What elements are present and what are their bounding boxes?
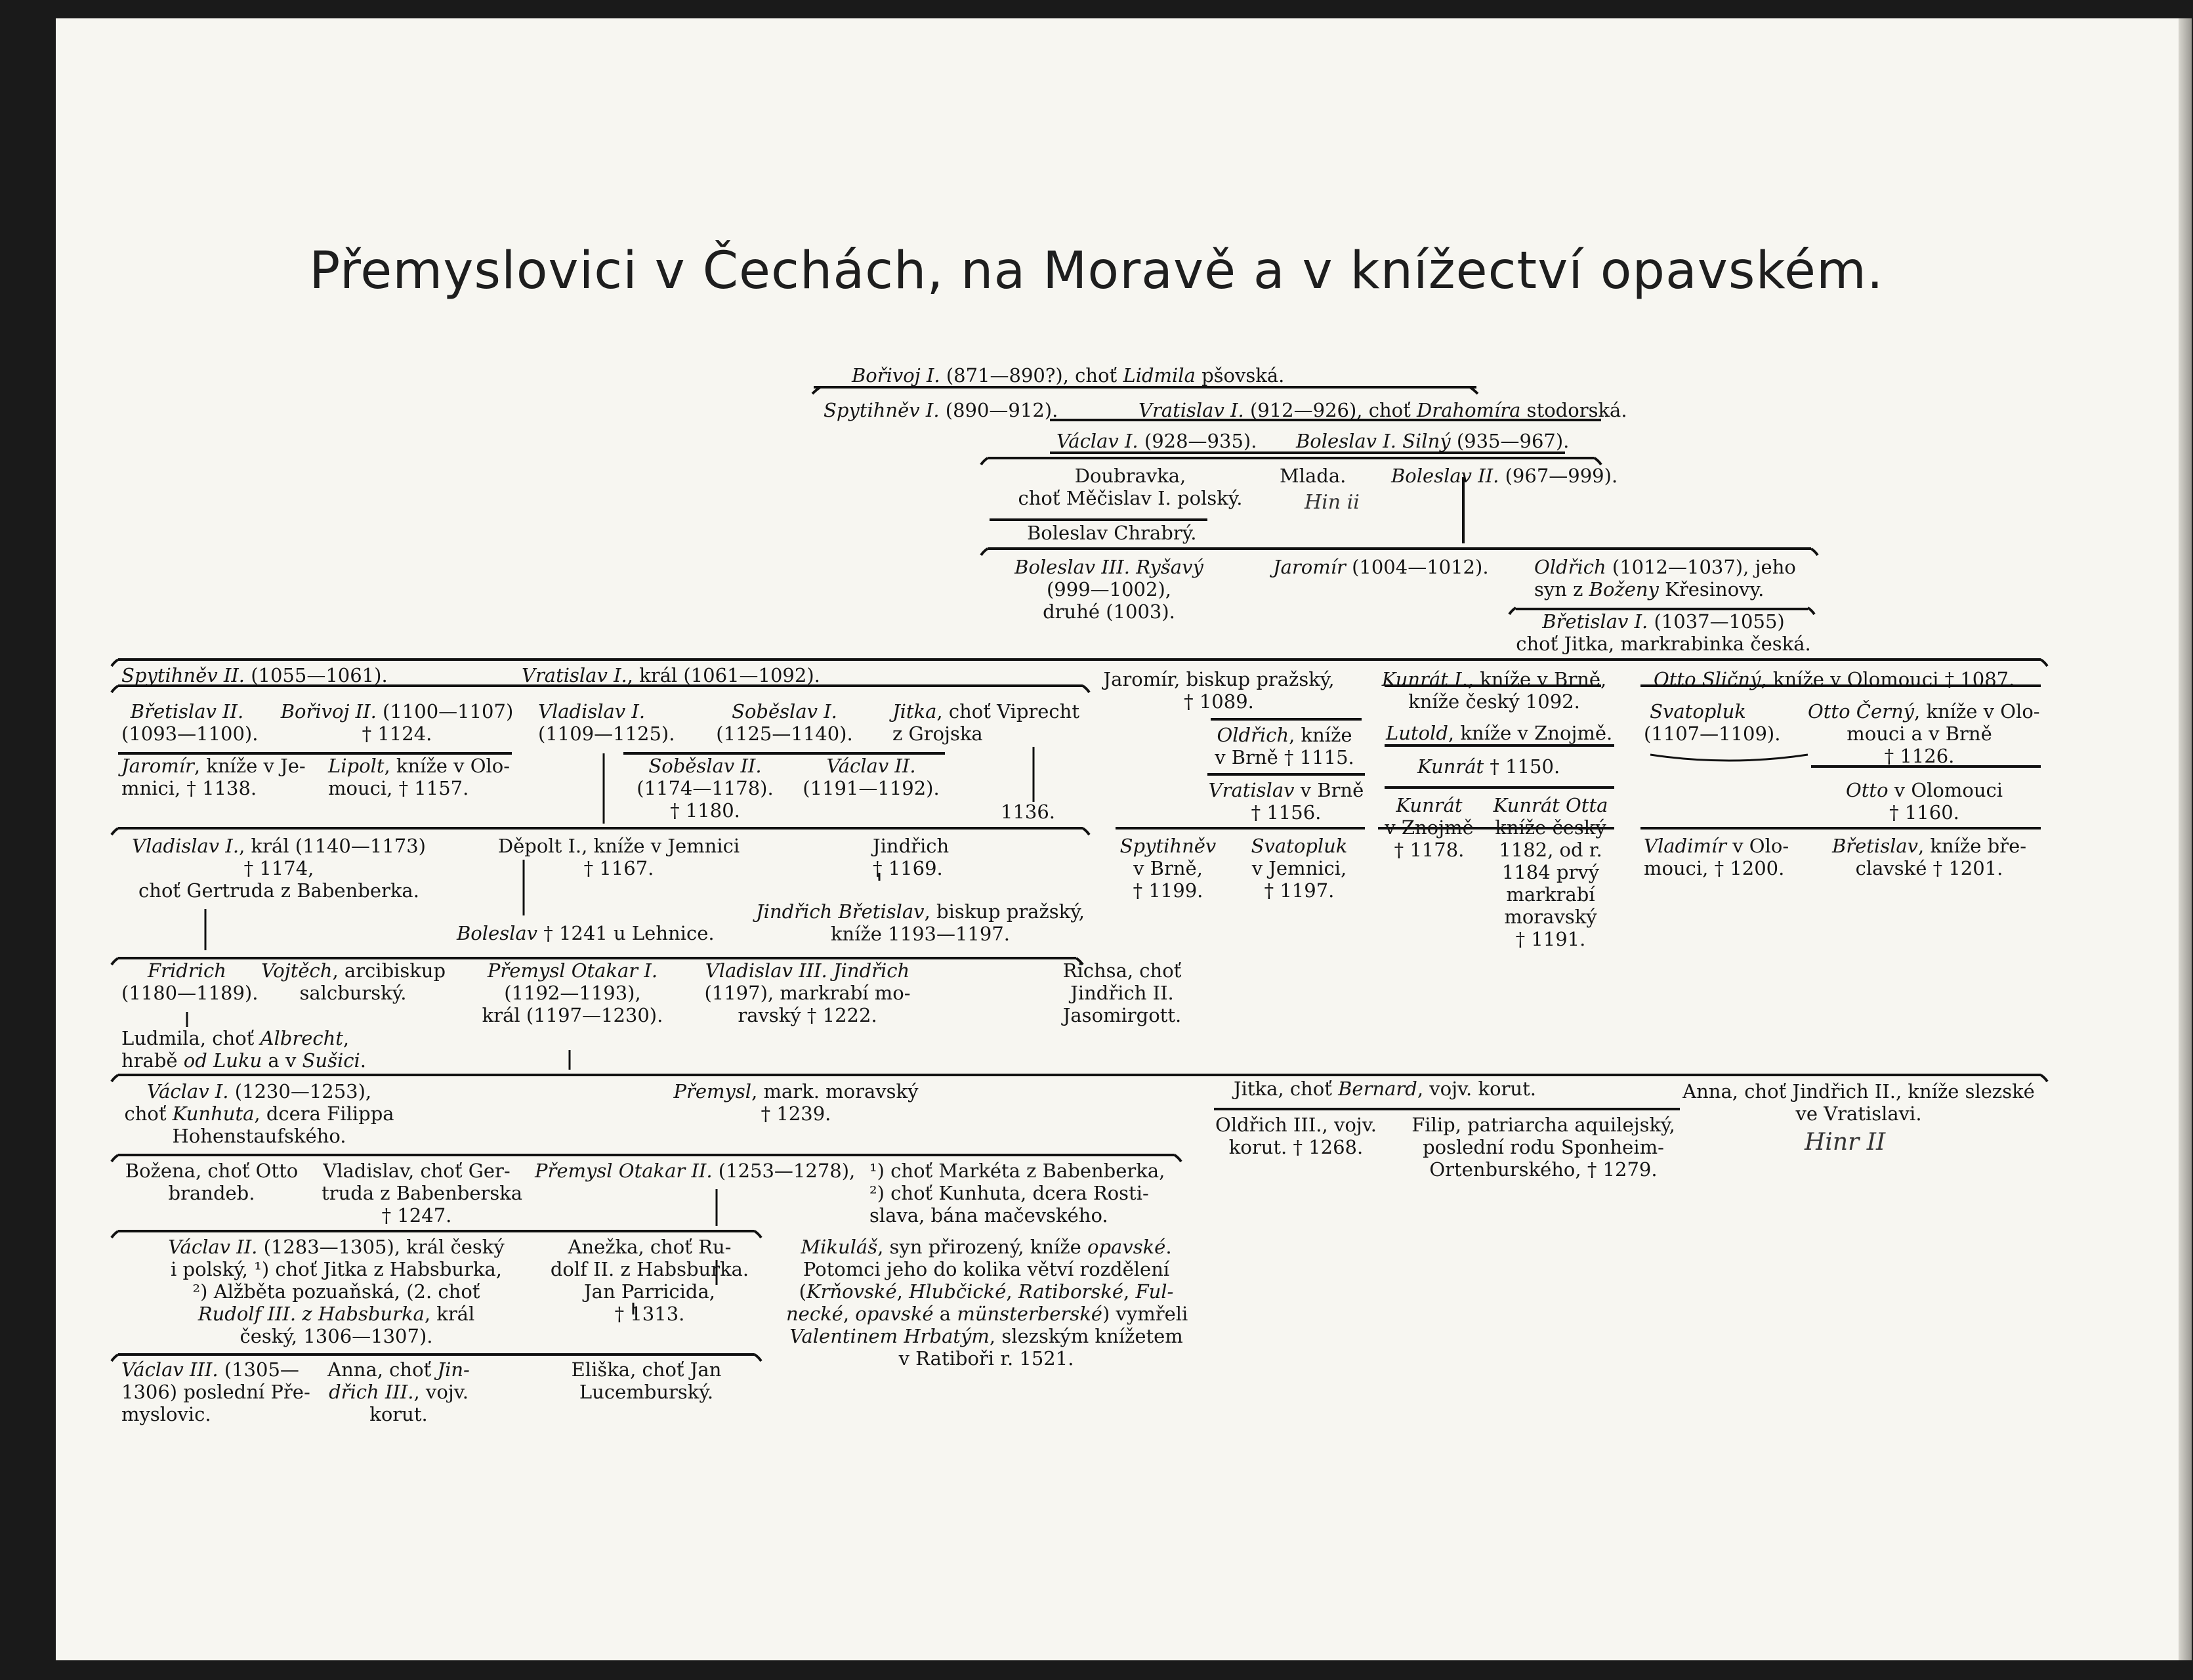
person-line: Ortenburského, † 1279.: [1429, 1158, 1658, 1181]
person-line: truda z Babenberska: [322, 1182, 523, 1204]
person-line: (1197), markrabí mo-: [704, 982, 911, 1004]
person-line: Vladislav, choť Ger-: [323, 1160, 511, 1182]
person-line: Anna, choť Jindřich II., kníže slezské: [1682, 1080, 2035, 1102]
person-line: (999—1002),: [1046, 578, 1171, 600]
person-p19: [121, 700, 259, 745]
person-line: necké, opavské a münsterberské) vymřeli: [786, 1303, 1188, 1325]
person-line: † 1247.: [381, 1204, 452, 1227]
person-p31: [801, 755, 942, 799]
person-line: Jindřich: [873, 835, 950, 857]
person-line: Hohenstaufského.: [172, 1125, 346, 1147]
person-p64: [548, 1236, 751, 1325]
person-p13: [1516, 610, 1811, 655]
person-line: choť Měčislav I. polský.: [1018, 487, 1243, 509]
person-line: Potomci jeho do kolika větví rozdělení: [803, 1258, 1170, 1280]
person-line: Boleslav III. Ryšavý: [1014, 556, 1203, 578]
person-line: Anežka, choť Ru-: [568, 1236, 732, 1258]
person-line: 1136.: [1001, 801, 1056, 823]
person-p4: [1056, 430, 1257, 452]
person-line: choť Gertruda z Babenberka.: [138, 879, 419, 902]
person-line: Svatopluk: [1650, 700, 1746, 723]
person-p26: [1644, 700, 1781, 745]
person-line: ravský † 1222.: [738, 1004, 877, 1026]
person-p32: [1001, 801, 1055, 823]
person-line: Přemysl Otakar II. (1253—1278),: [535, 1160, 856, 1182]
person-line: † 1313.: [614, 1303, 685, 1325]
person-p57: [1214, 1114, 1378, 1158]
person-line: Jitka, choť Viprecht: [892, 700, 1079, 723]
person-line: Václav I. (928—935).: [1056, 430, 1257, 452]
person-line: † 1160.: [1889, 801, 1959, 824]
person-p11: [1273, 556, 1489, 578]
person-line: Přemysl, mark. moravský: [673, 1080, 919, 1102]
person-p40: [1240, 835, 1358, 902]
person-line: (1174—1178).: [637, 777, 774, 799]
person-line: v Znojmě: [1385, 816, 1474, 839]
person-p12: [1534, 556, 1796, 600]
person-line: dolf II. z Habsburka.: [550, 1258, 749, 1280]
person-p5: [1296, 430, 1569, 452]
person-p9: [1027, 522, 1196, 544]
person-p6: [1004, 465, 1257, 509]
person-p45: [457, 922, 715, 944]
person-p38: [873, 835, 950, 879]
person-line: Vratislav I., král (1061—1092).: [522, 664, 820, 686]
person-line: † 1089.: [1184, 690, 1254, 713]
person-line: † 1239.: [761, 1102, 831, 1125]
person-line: Vladislav I., král (1140—1173): [132, 835, 426, 857]
person-line: choť Kunhuta, dcera Filippa: [124, 1102, 394, 1125]
person-line: Boleslav † 1241 u Lehnice.: [457, 922, 715, 944]
person-p15: [522, 664, 820, 686]
person-line: Soběslav II.: [648, 755, 762, 777]
person-p23: [892, 700, 1079, 745]
person-line: mouci, † 1157.: [328, 777, 469, 799]
person-line: † 1169.: [873, 857, 943, 879]
person-line: salcburský.: [299, 982, 407, 1004]
person-line: Kunrát: [1396, 794, 1463, 816]
person-line: Rudolf III. z Habsburka, král: [198, 1303, 475, 1325]
person-p17: [1366, 668, 1622, 713]
person-line: Anna, choť Jin-: [327, 1358, 470, 1381]
person-line: 1306) poslední Pře-: [121, 1381, 310, 1403]
person-p43: [1644, 835, 1789, 879]
person-line: Lutold, kníže v Znojmě.: [1386, 722, 1613, 744]
person-line: Vratislav I. (912—926), choť Drahomíra stodorská.: [1138, 399, 1627, 421]
person-line: (1107—1109).: [1644, 723, 1781, 745]
person-line: i polský, ¹) choť Jitka z Habsburka,: [171, 1258, 502, 1280]
person-p35: [1811, 779, 2037, 824]
person-line: Božena, choť Otto: [125, 1160, 299, 1182]
person-p67: [325, 1358, 472, 1425]
person-line: ²) Alžběta pozuaňská, (2. choť: [192, 1280, 480, 1303]
person-p34: [1417, 755, 1560, 778]
person-line: v Jemnici,: [1251, 857, 1347, 879]
person-p61: [535, 1160, 855, 1182]
person-p51: [1043, 959, 1201, 1026]
person-line: † 1156.: [1251, 801, 1322, 824]
person-p50: [688, 959, 927, 1026]
person-line: Jitka, choť Bernard, vojv. korut.: [1234, 1078, 1536, 1100]
person-line: Vladimír v Olo-: [1644, 835, 1789, 857]
person-p60: [322, 1160, 523, 1227]
person-line: † 1199.: [1133, 879, 1203, 902]
person-p14: [121, 664, 388, 686]
person-line: (1125—1140).: [716, 723, 853, 745]
person-line: Břetislav, kníže bře-: [1831, 835, 2027, 857]
person-line: mouci, † 1200.: [1644, 857, 1785, 879]
person-line: Václav II.: [826, 755, 916, 777]
person-p30: [631, 755, 779, 822]
person-line: Filip, patriarcha aquilejský,: [1411, 1114, 1675, 1136]
person-p41: [1383, 794, 1475, 861]
person-line: Oldřich, kníže: [1217, 724, 1352, 746]
person-line: Spytihněv: [1119, 835, 1217, 857]
person-p44: [1831, 835, 2028, 879]
person-line: Soběslav I.: [732, 700, 837, 723]
person-line: Oldřich (1012—1037), jeho: [1534, 556, 1796, 578]
person-p62: [869, 1160, 1165, 1227]
person-line: Ludmila, choť Albrecht,: [121, 1027, 350, 1049]
person-p20: [276, 700, 518, 745]
person-line: markrabí: [1506, 883, 1595, 906]
person-line: dřich III., vojv.: [329, 1381, 469, 1403]
person-line: † 1197.: [1264, 879, 1335, 902]
person-p52: [121, 1027, 366, 1072]
person-p24: [1207, 724, 1362, 768]
person-p47: [121, 959, 259, 1004]
person-line: Otto Černý, kníže v Olo-: [1808, 700, 2040, 723]
person-p54: [661, 1080, 930, 1125]
person-line: Mlada.: [1280, 465, 1347, 487]
person-p29: [328, 755, 510, 799]
person-line: Valentinem Hrbatým, slezským knížetem: [789, 1325, 1183, 1347]
person-line: ²) choť Kunhuta, dcera Rosti-: [869, 1182, 1149, 1204]
person-line: Boleslav I. Silný (935—967).: [1296, 430, 1570, 452]
person-line: slava, bána mačevského.: [869, 1204, 1108, 1227]
person-line: druhé (1003).: [1043, 600, 1175, 623]
person-line: Kunrát I., kníže v Brně,: [1381, 668, 1607, 690]
bracket-line: [981, 549, 1818, 555]
person-line: Václav II. (1283—1305), král český: [168, 1236, 505, 1258]
person-line: král (1197—1230).: [482, 1004, 663, 1026]
person-line: Bořivoj II. (1100—1107): [280, 700, 514, 723]
person-p1: [852, 364, 1284, 387]
person-p65: [786, 1236, 1186, 1370]
person-line: Doubravka,: [1074, 465, 1186, 487]
person-line: Jasomirgott.: [1062, 1004, 1182, 1026]
person-line: kníže český 1092.: [1408, 690, 1580, 713]
person-line: v Ratiboři r. 1521.: [898, 1347, 1074, 1370]
person-line: Jaromír (1004—1012).: [1273, 556, 1489, 578]
person-line: moravský: [1504, 906, 1597, 928]
person-line: † 1178.: [1394, 839, 1465, 861]
person-line: Přemysl Otakar I.: [487, 959, 658, 982]
person-line: Boleslav II. (967—999).: [1391, 465, 1618, 487]
person-line: Jindřich Břetislav, biskup pražský,: [756, 900, 1085, 923]
person-p7: [1280, 465, 1346, 487]
bracket-line: [112, 828, 1089, 835]
person-line: 1182, od r.: [1499, 839, 1602, 861]
margin-note-anna: Hinr II: [1805, 1129, 1886, 1156]
person-line: Vojtěch, arcibiskup: [261, 959, 446, 982]
person-p63: [135, 1236, 538, 1347]
person-line: Richsa, choť: [1062, 959, 1182, 982]
person-line: myslovic.: [121, 1403, 211, 1425]
person-p66: [121, 1358, 310, 1425]
person-line: Vladislav I.: [538, 700, 646, 723]
person-line: Jaromír, kníže v Je-: [121, 755, 306, 777]
person-line: kníže český: [1495, 816, 1606, 839]
person-line: Jan Parricida,: [584, 1280, 715, 1303]
svatopluk-underline-curve: [1650, 755, 1808, 761]
person-line: Jindřich II.: [1070, 982, 1174, 1004]
person-line: Mikuláš, syn přirozený, kníže opavské.: [801, 1236, 1172, 1258]
bracket-line: [112, 660, 2047, 666]
person-line: choť Jitka, markrabinka česká.: [1516, 633, 1811, 655]
person-line: Břetislav II.: [130, 700, 244, 723]
person-line: mnici, † 1138.: [121, 777, 257, 799]
person-line: Eliška, choť Jan: [571, 1358, 722, 1381]
person-line: clavské † 1201.: [1855, 857, 2003, 879]
person-line: Otto v Olomouci: [1845, 779, 2003, 801]
person-p59: [121, 1160, 302, 1204]
person-line: Děpolt I., kníže v Jemnici: [497, 835, 740, 857]
person-line: Lucemburský.: [579, 1381, 714, 1403]
person-line: Otto Sličný, kníže v Olomouci † 1087.: [1654, 668, 2015, 690]
bracket-line: [981, 458, 1601, 465]
margin-note-mlada: Hin ii: [1305, 491, 1360, 514]
person-line: poslední rodu Sponheim-: [1423, 1136, 1664, 1158]
person-line: Břetislav I. (1037—1055): [1542, 610, 1785, 633]
person-line: (Krňovské, Hlubčické, Ratiborské, Ful-: [799, 1280, 1174, 1303]
person-p10: [1014, 556, 1204, 623]
person-line: Kunrát † 1150.: [1417, 755, 1560, 778]
person-line: Bořivoj I. (871—890?), choť Lidmila pšovská.: [852, 364, 1285, 387]
person-line: brandeb.: [168, 1182, 255, 1204]
person-line: Spytihněv I. (890—912).: [824, 399, 1058, 421]
person-line: kníže 1193—1197.: [830, 923, 1010, 945]
person-line: Boleslav Chrabrý.: [1027, 522, 1197, 544]
person-line: † 1180.: [670, 799, 740, 822]
person-line: (1192—1193),: [504, 982, 641, 1004]
person-p27: [1808, 700, 2040, 767]
person-line: Václav III. (1305—: [121, 1358, 299, 1381]
person-p46: [755, 900, 1086, 945]
person-line: Václav I. (1230—1253),: [146, 1080, 372, 1102]
person-line: Fridrich: [148, 959, 226, 982]
person-p39: [1116, 835, 1221, 902]
person-line: (1180—1189).: [121, 982, 259, 1004]
person-line: † 1174,: [243, 857, 314, 879]
person-line: v Brně † 1115.: [1215, 746, 1354, 768]
person-line: ¹) choť Markéta z Babenberka,: [869, 1160, 1165, 1182]
person-line: Vladislav III. Jindřich: [705, 959, 910, 982]
person-p53: [121, 1080, 397, 1147]
person-line: Kunrát Otta: [1493, 794, 1608, 816]
person-line: mouci a v Brně: [1847, 723, 1992, 745]
person-line: (1109—1125).: [538, 723, 675, 745]
person-p68: [561, 1358, 732, 1403]
person-line: † 1191.: [1515, 928, 1586, 950]
person-line: † 1126.: [1884, 745, 1955, 767]
person-p49: [472, 959, 673, 1026]
person-line: Jaromír, biskup pražský,: [1103, 668, 1335, 690]
page-title: Přemyslovici v Čechách, na Moravě a v knížectví opavském.: [309, 242, 1884, 301]
person-line: syn z Boženy Křesinovy.: [1534, 578, 1765, 600]
person-line: Spytihněv II. (1055—1061).: [121, 664, 388, 686]
person-line: český, 1306—1307).: [240, 1325, 433, 1347]
person-p16: [1093, 668, 1345, 713]
person-p21: [538, 700, 675, 745]
person-p22: [714, 700, 855, 745]
person-line: 1184 prvý: [1501, 861, 1600, 883]
person-line: v Brně,: [1133, 857, 1203, 879]
person-p25: [1386, 722, 1612, 744]
person-line: korut.: [369, 1403, 428, 1425]
person-line: (1191—1192).: [803, 777, 940, 799]
person-p58: [1399, 1114, 1688, 1181]
person-p33: [1207, 779, 1365, 824]
person-line: (1093—1100).: [121, 723, 259, 745]
person-line: † 1124.: [362, 723, 432, 745]
person-p28: [121, 755, 306, 799]
person-line: Svatopluk: [1251, 835, 1348, 857]
person-line: korut. † 1268.: [1228, 1136, 1364, 1158]
person-p55: [1234, 1078, 1536, 1100]
person-p37: [461, 835, 776, 879]
person-line: Oldřich III., vojv.: [1215, 1114, 1377, 1136]
person-line: † 1167.: [583, 857, 654, 879]
person-p18: [1654, 668, 2015, 690]
person-line: Vratislav v Brně: [1208, 779, 1364, 801]
person-line: ve Vratislavi.: [1795, 1102, 1922, 1125]
person-line: hrabě od Luku a v Sušici.: [121, 1049, 366, 1072]
person-line: Lipolt, kníže v Olo-: [328, 755, 511, 777]
person-line: z Grojska: [892, 723, 983, 745]
person-p36: [121, 835, 436, 902]
person-p56: [1670, 1080, 2047, 1125]
person-p48: [261, 959, 445, 1004]
person-p42: [1488, 794, 1613, 950]
person-p8: [1391, 465, 1618, 487]
person-p3: [1138, 399, 1627, 421]
person-p2: [824, 399, 1058, 421]
